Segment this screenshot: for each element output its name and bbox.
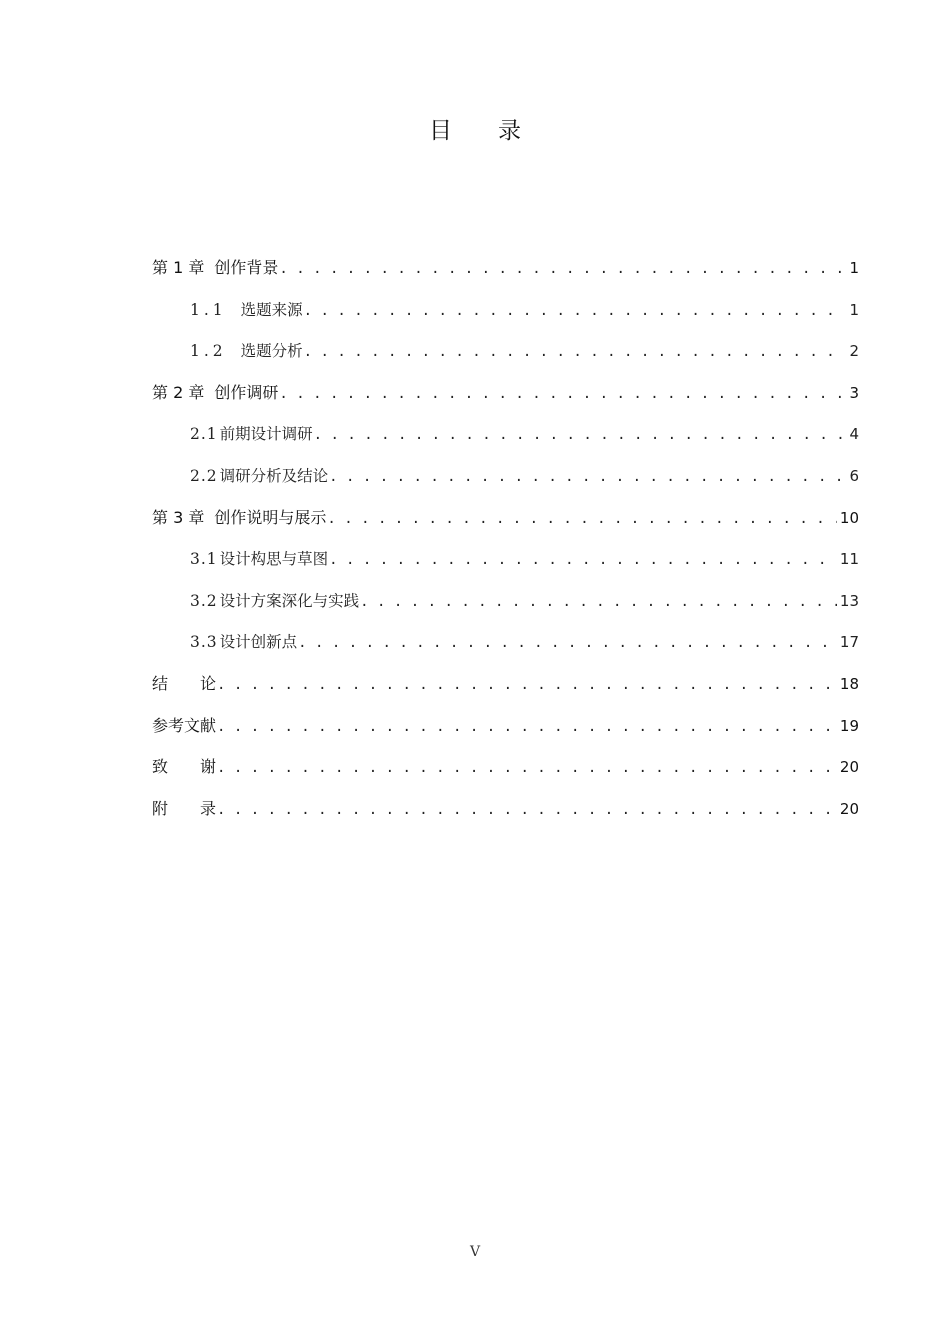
dot-leader xyxy=(279,255,846,283)
toc-section-number: 3.3 xyxy=(190,633,218,652)
toc-entry-label: 选题来源 xyxy=(240,300,303,319)
toc-chapter-number: 第 3 章 xyxy=(152,507,205,527)
toc-entry-label: 选题分析 xyxy=(240,342,303,361)
toc-page-number: 1 xyxy=(849,300,859,319)
toc-entry-1-1[interactable] xyxy=(152,296,859,338)
dot-leader xyxy=(217,671,837,699)
toc-entry-label: 参考文献 xyxy=(152,715,217,735)
toc-page-number: 3 xyxy=(849,383,859,402)
dot-leader xyxy=(360,588,837,616)
footer-page-number: V xyxy=(469,1244,481,1260)
toc-entry-chapter-1[interactable] xyxy=(152,254,859,296)
toc-entry-3-2[interactable] xyxy=(152,587,859,629)
toc-entry-label: 前期设计调研 xyxy=(219,425,313,444)
toc-entry-appendix[interactable] xyxy=(152,795,859,837)
toc-chapter-number: 第 2 章 xyxy=(152,382,205,402)
toc-page-number: 18 xyxy=(839,674,859,693)
toc-entry-2-2[interactable] xyxy=(152,462,859,504)
toc-page-number: 1 xyxy=(849,259,859,277)
dot-leader xyxy=(329,546,837,574)
toc-section-number: 1.1 xyxy=(190,300,227,319)
toc-page-number: 2 xyxy=(849,342,859,361)
dot-leader xyxy=(329,463,846,491)
dot-leader xyxy=(298,629,837,657)
dot-leader xyxy=(217,754,837,782)
toc-page-number: 11 xyxy=(839,550,859,569)
toc-page-number: 6 xyxy=(849,466,859,485)
dot-leader xyxy=(314,421,847,449)
toc-entry-label: 设计构思与草图 xyxy=(219,550,329,569)
dot-leader xyxy=(327,505,837,533)
toc-page-number: 4 xyxy=(849,425,859,444)
toc-entry-label: 设计方案深化与实践 xyxy=(219,591,360,610)
toc-page-number: 19 xyxy=(839,716,859,735)
toc-entry-label: 创作说明与展示 xyxy=(214,507,327,527)
toc-entry-3-3[interactable] xyxy=(152,628,859,670)
toc-section-number: 3.2 xyxy=(190,591,218,610)
toc-chapter-number: 第 1 章 xyxy=(152,258,205,277)
dot-leader xyxy=(217,796,837,824)
toc-entry-chapter-3[interactable] xyxy=(152,504,859,546)
toc-entry-references[interactable] xyxy=(152,712,859,754)
toc-page-number: 20 xyxy=(839,758,859,777)
title-char-2: 录 xyxy=(498,118,521,144)
dot-leader xyxy=(217,713,837,741)
title-char-1: 目 xyxy=(429,118,452,144)
toc-entry-label: 创作调研 xyxy=(214,382,279,402)
toc-entry-conclusion[interactable] xyxy=(152,670,859,712)
page-title xyxy=(0,116,950,146)
toc-entry-label: 致谢 xyxy=(152,757,249,777)
toc-entry-label: 设计创新点 xyxy=(219,633,298,652)
toc-entry-3-1[interactable] xyxy=(152,545,859,587)
toc-entry-label: 调研分析及结论 xyxy=(219,466,329,485)
dot-leader xyxy=(304,297,847,325)
toc-section-number: 3.1 xyxy=(190,550,218,569)
toc-section-number: 2.1 xyxy=(190,425,218,444)
toc-entry-label: 结论 xyxy=(152,673,249,693)
toc-section-number: 2.2 xyxy=(190,466,218,485)
toc-entry-label: 附录 xyxy=(152,798,249,818)
toc-page-number: 10 xyxy=(839,508,859,527)
dot-leader xyxy=(304,338,847,366)
toc-page-number: 17 xyxy=(839,633,859,652)
toc-entry-2-1[interactable] xyxy=(152,420,859,462)
dot-leader xyxy=(279,380,846,408)
toc-entry-chapter-2[interactable] xyxy=(152,379,859,421)
toc-entry-label: 创作背景 xyxy=(214,258,279,277)
table-of-contents xyxy=(152,254,859,836)
toc-entry-acknowledgements[interactable] xyxy=(152,753,859,795)
toc-section-number: 1.2 xyxy=(190,342,227,361)
toc-page-number: 13 xyxy=(839,591,859,610)
toc-page-number: 20 xyxy=(839,799,859,818)
toc-entry-1-2[interactable] xyxy=(152,337,859,379)
